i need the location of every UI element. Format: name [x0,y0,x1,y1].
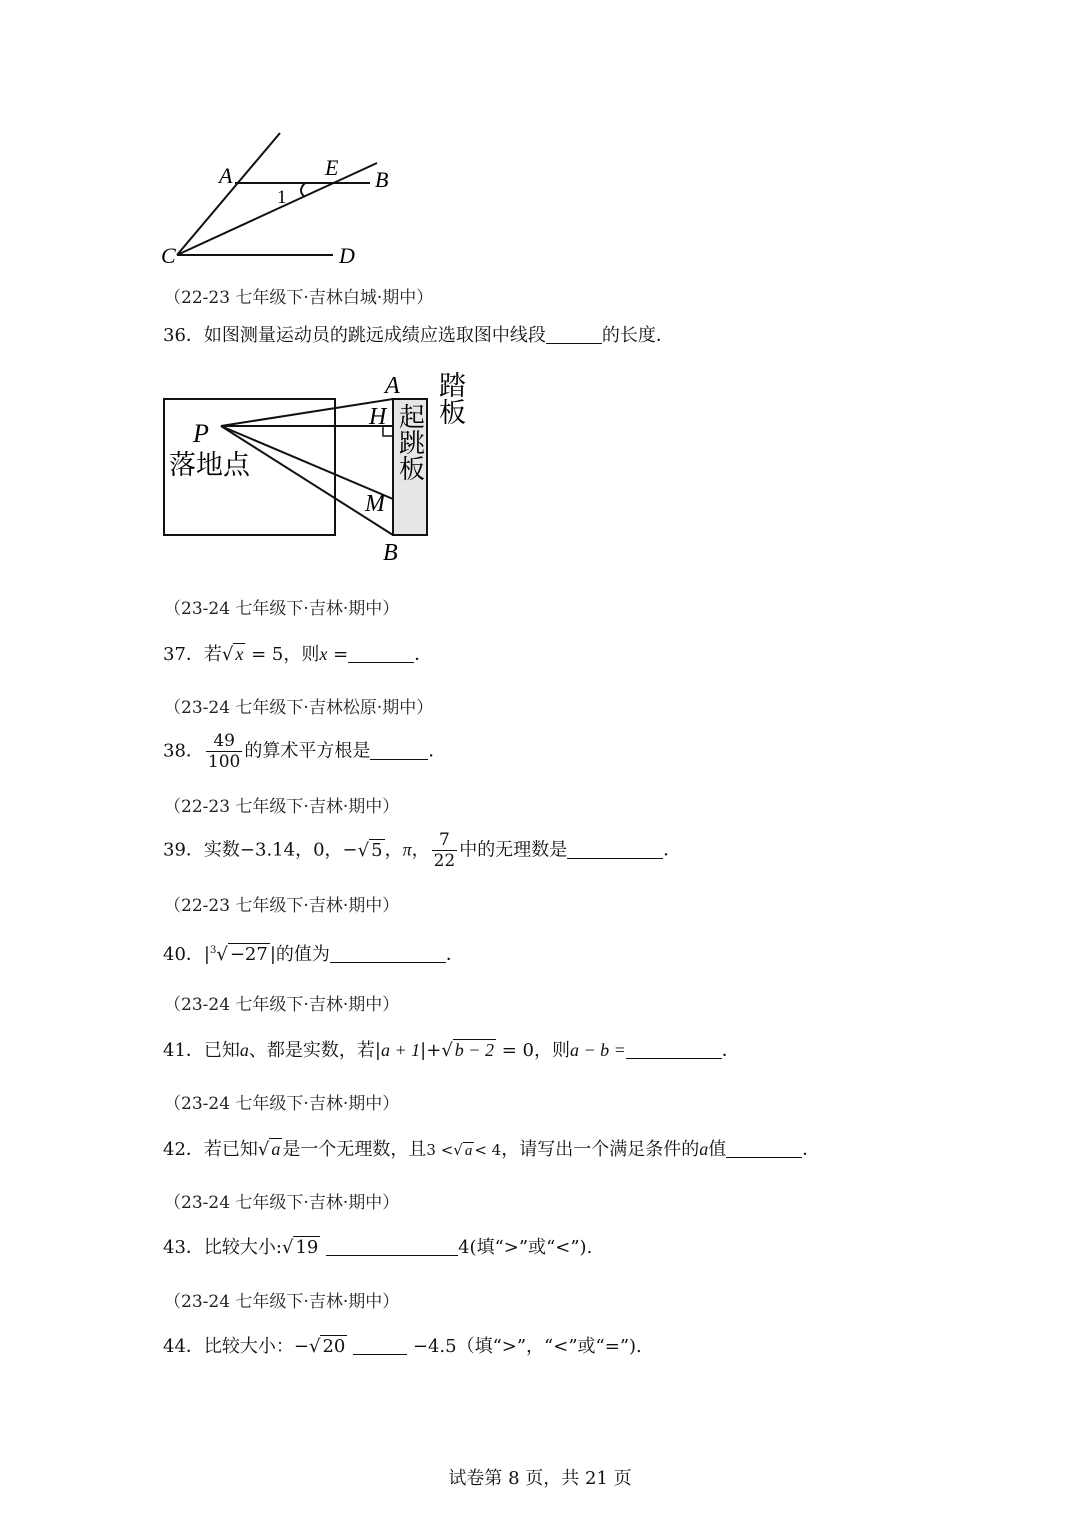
label-e: E [325,155,339,180]
answer-blank-44[interactable] [353,1336,407,1355]
source-36: （22-23 七年级下·吉林白城·期中） [164,288,434,308]
answer-blank-36[interactable] [546,325,602,344]
answer-blank-39[interactable] [567,840,663,859]
question-43: 43．比较大小:√ 19 4(填“>”或“<”). [163,1237,593,1258]
long-jump-figure [155,368,485,568]
sqrt-5: √ 5 [357,839,383,861]
answer-blank-38[interactable] [370,741,428,760]
source-37: （23-24 七年级下·吉林·期中） [164,599,400,619]
takeoff-board-label: 起跳板 [395,403,425,481]
answer-blank-40[interactable] [330,944,446,963]
question-37: 37．若√ x = 5，则x = ． [163,644,433,665]
sqrt-a: √ a [257,1139,281,1160]
fraction-49-100: $\frac{49}{100}$ [207,731,241,772]
label-a: A [219,163,233,188]
landing-point-label: 落地点 [169,450,250,480]
sqrt-b-2: √ b − 2 [441,1040,494,1061]
pedal-label: 踏板 [435,371,465,425]
source-38: （23-24 七年级下·吉林松原·期中） [164,698,434,718]
answer-blank-43[interactable] [326,1237,458,1256]
angle-figure [155,125,415,275]
label-a: A [385,373,400,399]
label-b: B [375,167,389,192]
label-c: C [161,243,176,268]
sqrt-20: √ 20 [309,1336,346,1357]
source-44: （23-24 七年级下·吉林·期中） [164,1292,400,1312]
question-39: 39．实数−3.14，0，−√ 5 ，π， $\frac{7}{22}$ 中的无理数是 ． [163,830,682,871]
question-44: 44．比较大小：−√ 20 −4.5（填“>”，“<”或“=”). [163,1336,642,1357]
sqrt-a-2: √ a [453,1141,473,1159]
question-42: 42．若已知√ a 是一个无理数，且3 <√ a < 4，请写出一个满足条件的a值 ． [163,1137,820,1163]
label-p: P [193,419,209,448]
line-ce [177,163,377,255]
line-ca [177,133,280,255]
angle-arc [301,183,305,197]
line-pb [221,426,393,535]
question-36: 36．如图测量运动员的跳远成绩应选取图中线段 的长度． [163,325,674,346]
answer-blank-41[interactable] [626,1040,722,1059]
question-41: 41．已知a、都是实数，若|a + 1|+√ b − 2 = 0，则a − b = ． [163,1040,740,1061]
source-43: （23-24 七年级下·吉林·期中） [164,1193,400,1213]
page-footer: 试卷第 8 页，共 21 页 [448,1468,632,1489]
question-38: 38． $\frac{49}{100}$ 的算术平方根是 ． [163,731,447,772]
answer-blank-42[interactable] [726,1139,802,1158]
cube-root: √ −27 [216,944,268,965]
source-41: （23-24 七年级下·吉林·期中） [164,995,400,1015]
label-m: M [365,491,385,517]
question-40: 40．$|^3√ -27$ |的值为 ． [163,944,464,965]
label-h: H [369,404,387,430]
line-pa [221,399,393,426]
answer-blank-37[interactable] [348,644,414,663]
fraction-7-22: $\frac{7}{22}$ [433,830,456,871]
label-d: D [339,243,355,268]
label-b: B [383,540,398,566]
label-1: 1 [277,187,287,208]
source-39: （22-23 七年级下·吉林·期中） [164,797,400,817]
sqrt-19: √ 19 [281,1237,319,1258]
source-40: （22-23 七年级下·吉林·期中） [164,896,400,916]
source-42: （23-24 七年级下·吉林·期中） [164,1094,400,1114]
sqrt-x: √ x [221,644,244,665]
